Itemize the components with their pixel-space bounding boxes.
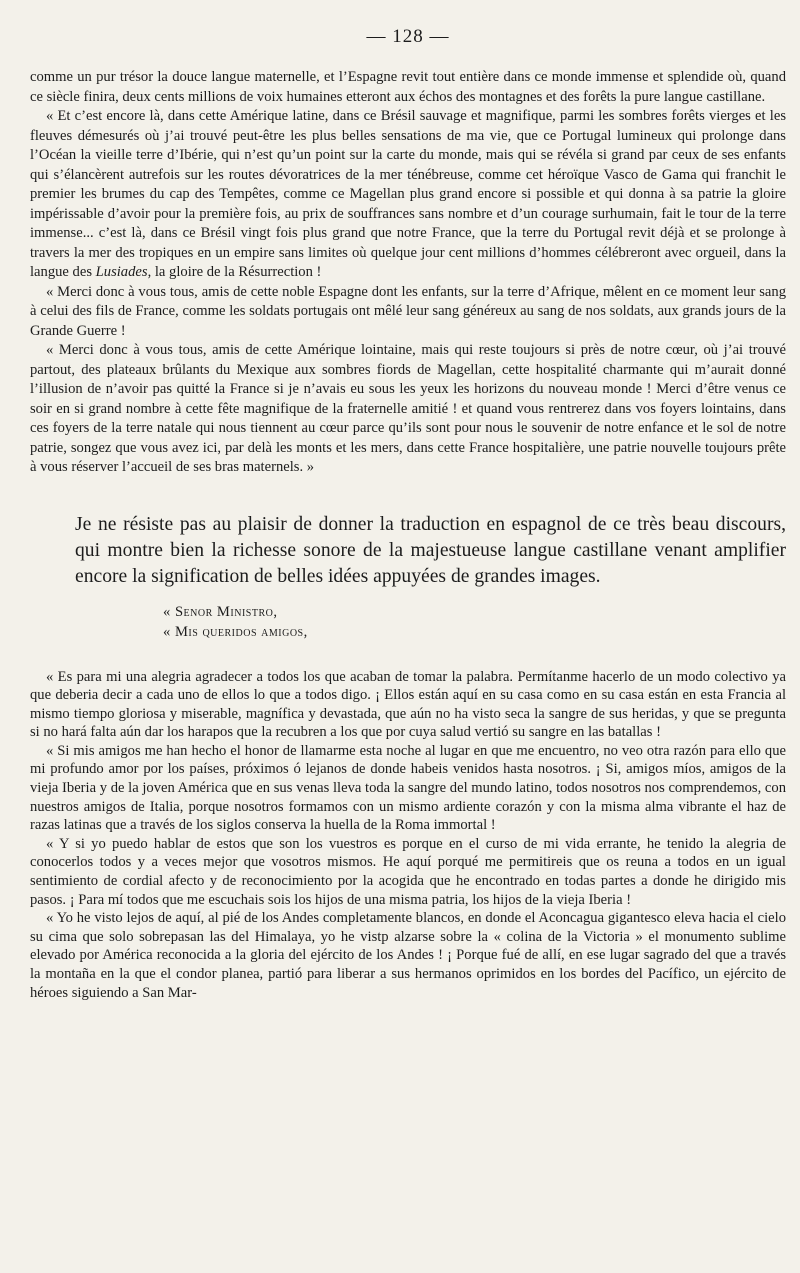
french-paragraph-4: « Merci donc à vous tous, amis de cette Amérique lointaine, mais qui reste toujours si près de notre cœur, où j’ai trouvé partout, des plateaux brûlants du Mexique aux sombres fiords de Magellan, cette hospitalité charmante qui m’aurait donné l’illusion de n’avoir pas quitté la France si je n’avais eu sous les yeux les horizons du nouveau monde ! Merci d’être venus ce soir en si grand nombre à cette fête magnifique de la fraternelle amitié ! et quand vous rentrerez dans vos foyers lointains, dans ces foyers de la terre natale qui nous tiennent au cœur parce qu’ils sont pour nous le souvenir de notre enfance et le sol de notre patrie, songez que vous avez ici, par delà les monts et les mers, dans cette France hospitalière, une patrie nouvelle toujours prête à vous réserver l’accueil de ses bras maternels. »	[30, 342, 786, 475]
spanish-speech-block	[30, 668, 786, 1003]
french-paragraph-2: « Et c’est encore là, dans cette Amérique latine, dans ce Brésil sauvage et magnifique, parmi les sombres forêts vierges et les fleuves démesurés où j’ai trouvé peut-être les plus belles sensations de ma vie, que ce Portugal lumineux qui prolonge dans l’Océan la vieille terre d’Ibérie, qui n’est qu’un point sur la carte du monde, mais qui se révéla si grand par ceux de ses enfants qui s’élancèrent autrefois sur les routes dévoratrices de la mer ténébreuse, comme cet héroïque Vasco de Gama qui franchit le premier les brumes du cap des Tempêtes, comme ce Magellan plus grand encore si possible et qui donna à sa patrie la gloire impérissable d’avoir pour la première fois, au prix de souffrances sans nombre et d’un courage surhumain, fait le tour de la terre immense... c’est là, dans ce Brésil vingt fois plus grand que notre France, que la terre du Portugal revit déjà et se prolonge à travers la mer des tropiques en un empire sans limites où quelque jour cent millions d’hommes célébreront avec orgueil, dans la langue des Lusiades, la gloire de la Résurrection !	[30, 108, 786, 280]
spanish-paragraph-2: « Si mis amigos me han hecho el honor de llamarme esta noche al lugar en que me encuentro, no veo otra razón para ello que mi profundo amor por los países, próximos ó lejanos de donde habeis venidos hasta nosotros. ¡ Si, amigos míos, amigos de la vieja Iberia y de la joven América que en sus venas lleva toda la sangre del mundo latino, todos nosotros nos comprendemos, con nuestros amigos de Italia, porque nosotros formamos con un mismo ardiente corazón y con la misma alma vibrante el haz de razas latinas que a través de los siglos conserva la huella de la Roma immortal !	[30, 742, 786, 834]
salutation-minister: « Senor Ministro,	[163, 603, 278, 620]
salutation-friends: « Mis queridos amigos,	[163, 623, 308, 640]
salutations	[163, 602, 786, 642]
spanish-paragraph-4: « Yo he visto lejos de aquí, al pié de los Andes completamente blancos, en donde el Aconcagua gigantesco eleva hacia el cielo su cima que solo sobrepasan las del Himalaya, yo he vistp alzarse sobre la « colina de la Victoria » el monumento sublime elevado por América reconocida a la gloria del ejército de los Andes ! ¡ Porque fué de allí, en ese lugar sagrado del que a través la montaña en la que el condor planea, partió para liberar a sus hermanos oprimidos en los bordes del Pacífico, un ejército de héroes siguiendo a San Mar-	[30, 910, 786, 1001]
spanish-paragraph-1: « Es para mi una alegria agradecer a todos los que acaban de tomar la palabra. Permítanme hacerlo de un modo colectivo ya que deberia decir a cada uno de ellos lo que a todos digo. ¡ Ellos están aquí en su casa como en su casa están en esta Francia al mismo tiempo gloriosa y miserable, magnífica y devastada, que aún no ha visto seca la sangre de sus heridas, y que se pregunta si no hará falta aún dar los harapos que la recubren a los que por cuya salud vertió su sangre en las batallas !	[30, 668, 786, 741]
lusiades-title: Lusiades	[95, 264, 148, 280]
french-paragraph-3: « Merci donc à vous tous, amis de cette noble Espagne dont les enfants, sur la terre d’Afrique, mêlent en ce moment leur sang à celui des fils de France, comme les soldats portugais ont mêlé leur sang généreux au sang de nos soldats, aux grands jours de la Grande Guerre !	[30, 283, 786, 339]
french-speech-block	[30, 68, 786, 478]
french-paragraph-1: comme un pur trésor la douce langue maternelle, et l’Espagne revit tout entière dans ce monde immense et splendide où, quand ce siècle finira, deux cents millions de voix humaines etteront aux échos des montagnes et des forêts la pure langue castillane.	[30, 69, 786, 105]
spanish-paragraph-3: « Y si yo puedo hablar de estos que son los vuestros es porque en el curso de mi vida errante, he tenido la alegria de conocerlos todos y a veces mejor que vosotros mismos. He aquí porqué me permitireis que os reuna a todos en un igual sentimiento de cordial afecto y de reconocimiento por la acogida que he encontrado en todas partes a donde he dirigido mis pasos. ¡ Para mí todos que me escuchais sois los hijos de una misma patria, los hijos de la vieja Iberia !	[30, 835, 786, 908]
translation-intro: Je ne résiste pas au plaisir de donner la traduction en espagnol de ce très beau discours, qui montre bien la richesse sonore de la majestueuse langue castillane venant amplifier encore la signification de belles idées appuyées de grandes images.	[75, 513, 786, 587]
page-number: — 128 —	[366, 26, 450, 47]
